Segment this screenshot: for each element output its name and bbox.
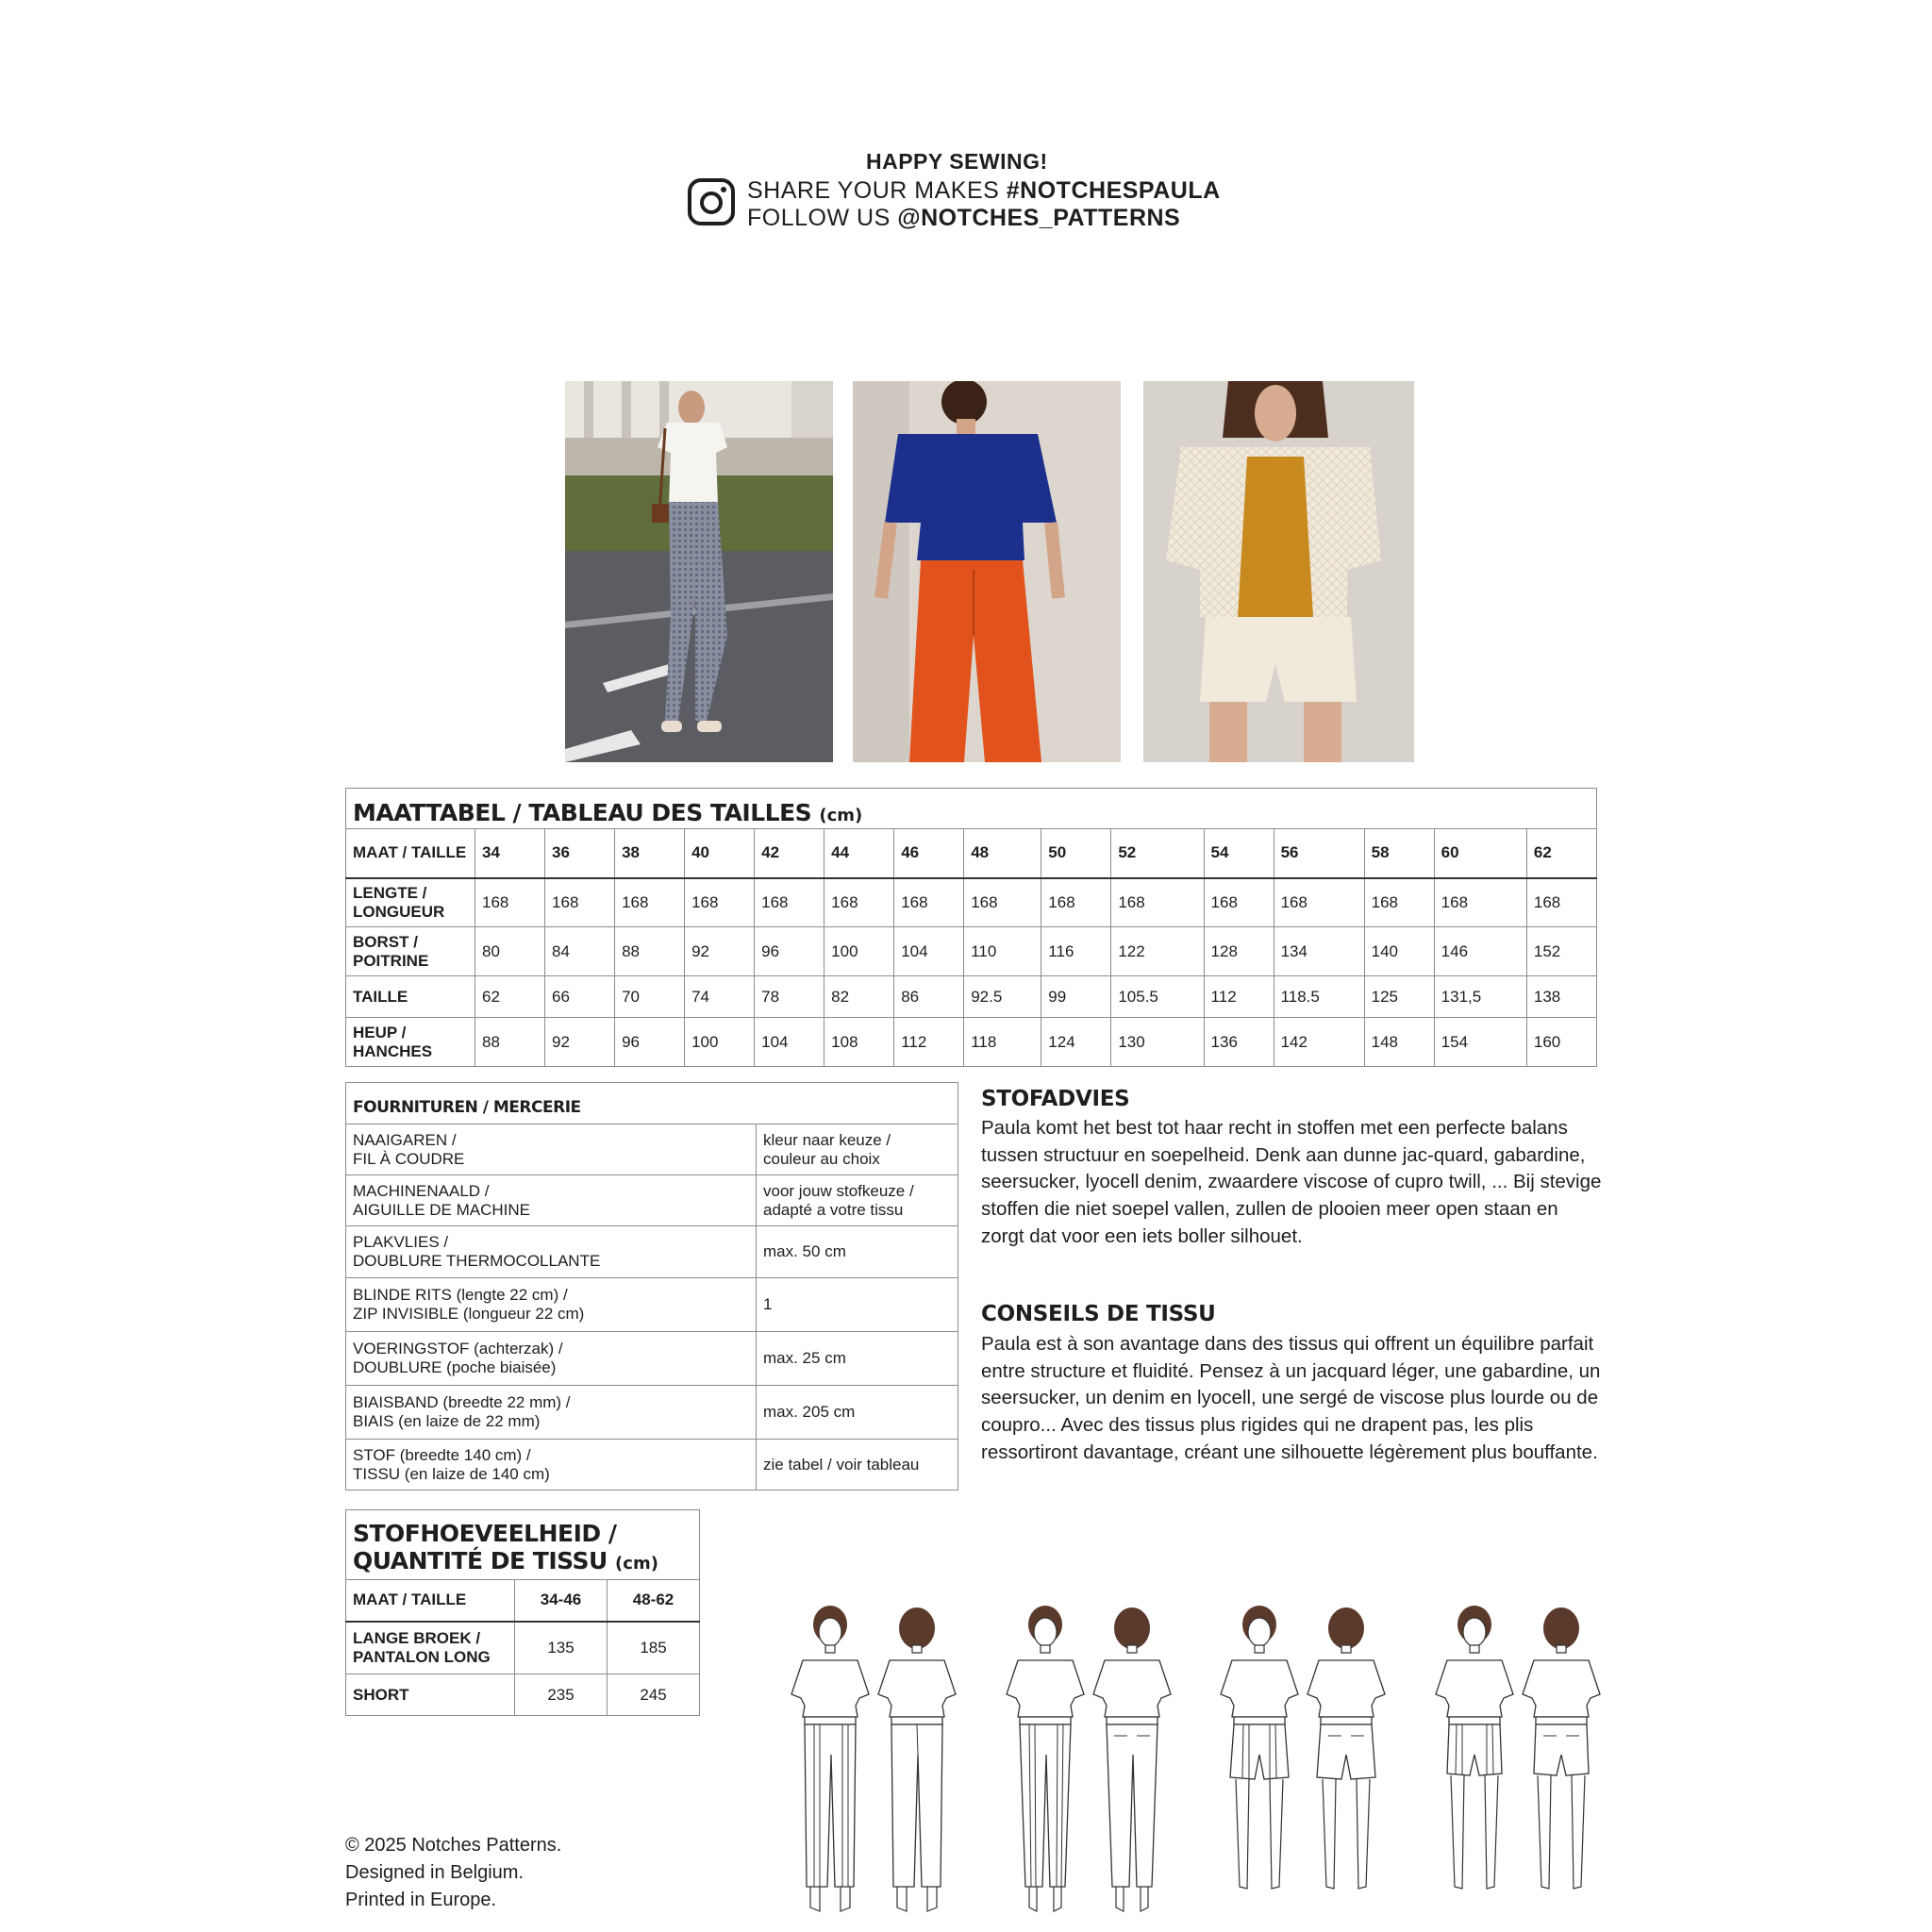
table-cell: 148	[1364, 1018, 1434, 1067]
table-cell: 62	[475, 976, 545, 1018]
table-cell: 168	[755, 878, 824, 927]
fabric-col-header: 34-46	[515, 1580, 608, 1622]
follow-prefix: FOLLOW US	[747, 205, 891, 231]
table-cell: 130	[1111, 1018, 1204, 1067]
table-cell: 116	[1041, 927, 1111, 976]
table-cell: 124	[1041, 1018, 1111, 1067]
table-cell: 168	[894, 878, 964, 927]
table-cell: 168	[964, 878, 1041, 927]
notion-qty: max. 50 cm	[757, 1226, 958, 1278]
table-cell: 152	[1526, 927, 1596, 976]
table-cell: 138	[1526, 976, 1596, 1018]
size-col-header: 54	[1204, 829, 1274, 878]
photo-blue-top-orange-trousers	[853, 381, 1121, 762]
table-cell: 168	[1274, 878, 1364, 927]
figure-tapered-pants-back	[1090, 1604, 1174, 1915]
table-cell: 92	[685, 927, 755, 976]
table-cell: 245	[608, 1674, 700, 1716]
notions-table	[345, 1082, 958, 1491]
instagram-handle[interactable]: @NOTCHES_PATTERNS	[897, 205, 1181, 231]
share-prefix: SHARE YOUR MAKES	[747, 177, 1000, 204]
table-cell: 135	[515, 1622, 608, 1674]
designed-in: Designed in Belgium.	[345, 1862, 524, 1883]
fabric-row-label: SHORT	[346, 1674, 515, 1716]
table-cell: 80	[475, 927, 545, 976]
table-row	[346, 878, 1597, 927]
notion-item-fr: ZIP INVISIBLE (longueur 22 cm)	[353, 1305, 585, 1323]
size-header-label: MAAT / TAILLE	[346, 829, 475, 878]
table-cell: 96	[755, 927, 824, 976]
notion-qty: zie tabel / voir tableau	[757, 1440, 958, 1491]
fabric-row-label	[346, 1622, 515, 1674]
notion-item	[346, 1332, 757, 1386]
table-cell: 78	[755, 976, 824, 1018]
table-cell: 185	[608, 1622, 700, 1674]
table-row	[346, 1622, 700, 1674]
happy-sewing-title: HAPPY SEWING!	[866, 149, 1048, 174]
table-cell: 110	[964, 927, 1041, 976]
table-cell: 92	[545, 1018, 615, 1067]
size-col-header: 40	[685, 829, 755, 878]
size-col-header: 56	[1274, 829, 1364, 878]
table-cell: 134	[1274, 927, 1364, 976]
size-col-header: 46	[894, 829, 964, 878]
printed-in: Printed in Europe.	[345, 1890, 497, 1910]
size-col-header: 62	[1526, 829, 1596, 878]
notion-item-nl: BIAISBAND (breedte 22 mm) /	[353, 1393, 571, 1411]
figure-pleated-shorts-back	[1519, 1604, 1604, 1915]
notion-item	[346, 1175, 757, 1226]
table-row	[346, 1175, 958, 1226]
table-cell: 131,5	[1434, 976, 1526, 1018]
size-header-row	[346, 829, 1597, 878]
size-col-header: 36	[545, 829, 615, 878]
fabric-col-header: 48-62	[608, 1580, 700, 1622]
table-row	[346, 976, 1597, 1018]
fabric-row-label-1: LANGE BROEK /	[353, 1628, 481, 1647]
table-cell: 82	[824, 976, 894, 1018]
fabric-advice-fr-text: Paula est à son avantage dans des tissus qui offrent un équilibre parfait entre structure et fluidité. Pensez à un jacquard léger, une gabardine, un seersucker, un denim en lyocell, une sergé de viscose plus lourde ou de coupro... Avec des tissus plus rigides qui ne drapent pas, les plis ressortiront davantage, créant une silhouette légèrement plus bouffante.	[981, 1333, 1601, 1463]
fabric-advice-nl-title: STOFADVIES	[981, 1087, 1130, 1111]
copyright: © 2025 Notches Patterns.	[345, 1835, 562, 1856]
table-cell: 136	[1204, 1018, 1274, 1067]
instagram-icon	[687, 177, 736, 226]
table-row	[346, 1018, 1597, 1067]
table-cell: 168	[1041, 878, 1111, 927]
figure-long-pants-back	[874, 1604, 959, 1915]
hashtag[interactable]: #NOTCHESPAULA	[1006, 177, 1221, 204]
size-col-header: 44	[824, 829, 894, 878]
table-row	[346, 1674, 700, 1716]
notion-item-fr: DOUBLURE (poche biaisée)	[353, 1358, 557, 1376]
notion-qty-1: kleur naar keuze /	[763, 1130, 891, 1149]
table-row	[346, 1226, 958, 1278]
table-cell: 100	[824, 927, 894, 976]
notion-item-fr: BIAIS (en laize de 22 mm)	[353, 1412, 541, 1430]
size-table-caption	[346, 789, 1597, 829]
notion-item-nl: NAAIGAREN /	[353, 1130, 457, 1149]
figure-tapered-pants-front	[1003, 1604, 1088, 1915]
follow-line	[747, 205, 1180, 232]
fabric-table-caption	[346, 1510, 700, 1580]
table-row	[346, 1124, 958, 1175]
table-cell: 146	[1434, 927, 1526, 976]
share-line	[747, 177, 1221, 205]
notion-item-nl: PLAKVLIES /	[353, 1233, 449, 1251]
table-cell: 112	[894, 1018, 964, 1067]
table-cell: 154	[1434, 1018, 1526, 1067]
figure-shorts-front	[1217, 1604, 1302, 1915]
table-row	[346, 1440, 958, 1491]
table-cell: 140	[1364, 927, 1434, 976]
table-cell: 70	[615, 976, 685, 1018]
header	[687, 149, 1253, 234]
size-col-header: 58	[1364, 829, 1434, 878]
size-col-header: 50	[1041, 829, 1111, 878]
figure-pleated-shorts-front	[1432, 1604, 1517, 1915]
row-label-hip: HEUP / HANCHES	[346, 1018, 475, 1067]
table-cell: 108	[824, 1018, 894, 1067]
notion-qty: max. 25 cm	[757, 1332, 958, 1386]
table-cell: 160	[1526, 1018, 1596, 1067]
notion-item-fr: FIL À COUDRE	[353, 1149, 465, 1168]
size-col-header: 48	[964, 829, 1041, 878]
size-table-unit: (cm)	[819, 805, 863, 825]
table-cell: 105.5	[1111, 976, 1204, 1018]
size-col-header: 60	[1434, 829, 1526, 878]
table-cell: 168	[685, 878, 755, 927]
table-cell: 88	[475, 1018, 545, 1067]
table-cell: 168	[1204, 878, 1274, 927]
table-cell: 88	[615, 927, 685, 976]
notion-item-nl: VOERINGSTOF (achterzak) /	[353, 1340, 563, 1357]
notion-qty-2: adapté a votre tissu	[763, 1200, 904, 1219]
notion-item	[346, 1440, 757, 1491]
table-row	[346, 1332, 958, 1386]
fabric-title-line-2: QUANTITÉ DE TISSU	[353, 1547, 608, 1574]
table-cell: 168	[615, 878, 685, 927]
table-cell: 96	[615, 1018, 685, 1067]
table-cell: 168	[1526, 878, 1596, 927]
size-col-header: 52	[1111, 829, 1204, 878]
fabric-quantity-table	[345, 1509, 700, 1716]
row-label-length: LENGTE / LONGUEUR	[346, 878, 475, 927]
size-col-header: 34	[475, 829, 545, 878]
table-cell: 112	[1204, 976, 1274, 1018]
table-cell: 168	[545, 878, 615, 927]
notion-qty: 1	[757, 1278, 958, 1332]
table-cell: 125	[1364, 976, 1434, 1018]
notion-item-fr: DOUBLURE THERMOCOLLANTE	[353, 1252, 601, 1270]
notion-item-fr: AIGUILLE DE MACHINE	[353, 1200, 530, 1219]
table-cell: 142	[1274, 1018, 1364, 1067]
fabric-advice-fr-title: CONSEILS DE TISSU	[981, 1302, 1216, 1326]
table-cell: 100	[685, 1018, 755, 1067]
figure-long-pants-front	[788, 1604, 873, 1915]
notion-qty: max. 205 cm	[757, 1386, 958, 1440]
notions-title: FOURNITUREN / MERCERIE	[346, 1083, 958, 1124]
notion-item	[346, 1386, 757, 1440]
table-cell: 99	[1041, 976, 1111, 1018]
table-cell: 168	[475, 878, 545, 927]
table-cell: 74	[685, 976, 755, 1018]
fabric-header-label: MAAT / TAILLE	[346, 1580, 515, 1622]
table-row	[346, 1386, 958, 1440]
size-table-title: MAATTABEL / TABLEAU DES TAILLES	[353, 798, 812, 826]
notion-qty-2: couleur au choix	[763, 1149, 880, 1168]
table-cell: 128	[1204, 927, 1274, 976]
notion-item-fr: TISSU (en laize de 140 cm)	[353, 1464, 550, 1483]
figure-shorts-back	[1304, 1604, 1389, 1915]
fabric-row-label-2: PANTALON LONG	[353, 1647, 491, 1666]
fabric-header-row	[346, 1580, 700, 1622]
table-cell: 104	[894, 927, 964, 976]
notion-item-nl: STOF (breedte 140 cm) /	[353, 1445, 531, 1464]
table-cell: 235	[515, 1674, 608, 1716]
notion-qty	[757, 1175, 958, 1226]
photo-white-top-gingham-trousers	[565, 381, 833, 762]
notion-item-nl: MACHINENAALD /	[353, 1181, 490, 1200]
table-cell: 168	[824, 878, 894, 927]
notion-item	[346, 1278, 757, 1332]
fabric-title-line-1: STOFHOEVEELHEID /	[353, 1520, 617, 1547]
table-cell: 92.5	[964, 976, 1041, 1018]
notion-item-nl: BLINDE RITS (lengte 22 cm) /	[353, 1286, 568, 1304]
size-col-header: 38	[615, 829, 685, 878]
table-cell: 168	[1111, 878, 1204, 927]
notion-item	[346, 1124, 757, 1175]
footer	[345, 1832, 561, 1914]
table-row	[346, 927, 1597, 976]
notion-qty-1: voor jouw stofkeuze /	[763, 1181, 914, 1200]
table-cell: 86	[894, 976, 964, 1018]
table-row	[346, 1278, 958, 1332]
table-cell: 118	[964, 1018, 1041, 1067]
table-cell: 84	[545, 927, 615, 976]
notion-qty	[757, 1124, 958, 1175]
table-cell: 122	[1111, 927, 1204, 976]
fabric-table-unit: (cm)	[615, 1554, 658, 1574]
row-label-waist: TAILLE	[346, 976, 475, 1018]
table-cell: 118.5	[1274, 976, 1364, 1018]
table-cell: 104	[755, 1018, 824, 1067]
size-table	[345, 788, 1597, 1067]
fabric-advice-nl-text: Paula komt het best tot haar recht in stoffen met een perfecte balans tussen structuur en soepelheid. Denk aan dunne jac-quard, gabardine, seersucker, lyocell denim, zwaardere viscose of cupro twill, ... Bij stevige stoffen die niet soepel vallen, zullen de plooien meer open staan en zorgt dat voor een iets boller silhouet.	[981, 1117, 1602, 1247]
table-cell: 168	[1434, 878, 1526, 927]
size-col-header: 42	[755, 829, 824, 878]
table-cell: 66	[545, 976, 615, 1018]
notion-item	[346, 1226, 757, 1278]
photo-cream-jacket-shorts	[1143, 381, 1414, 762]
table-cell: 168	[1364, 878, 1434, 927]
row-label-chest: BORST / POITRINE	[346, 927, 475, 976]
